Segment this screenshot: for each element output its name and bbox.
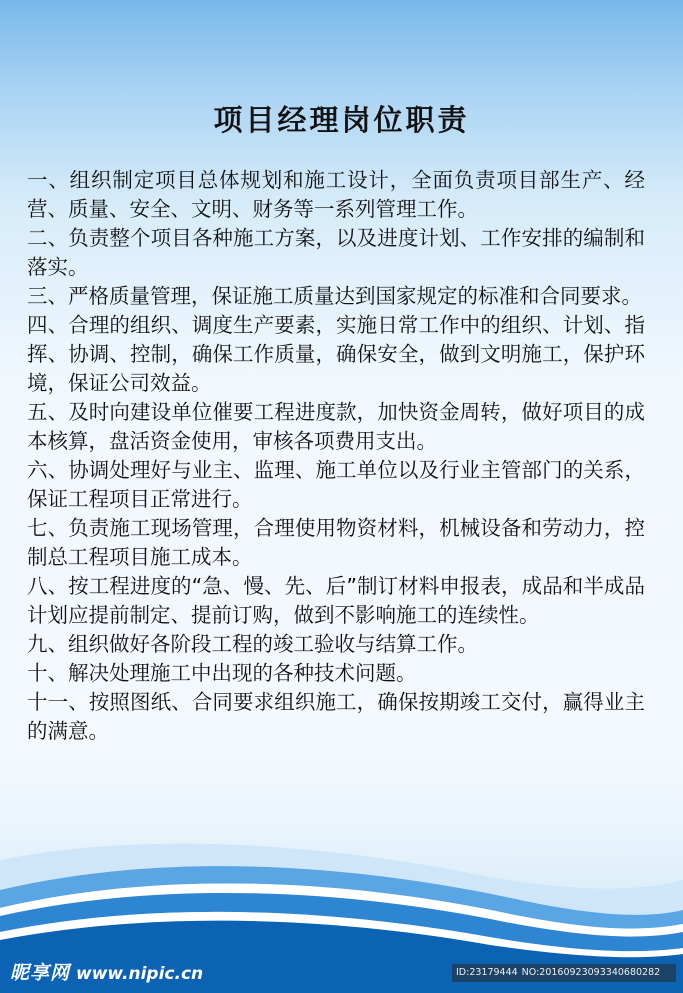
site-watermark: [10, 958, 203, 985]
image-id-tag: [452, 964, 676, 982]
watermark-site: www.nipic.cn: [76, 964, 204, 984]
duty-item: 八、按工程进度的“急、慢、先、后”制订材料申报表，成品和半成品计划应提前制定、提前订购，做到不影响施工的连续性。: [27, 574, 645, 627]
duty-item: 三、严格质量管理，保证施工质量达到国家规定的标准和合同要求。: [27, 284, 642, 308]
duty-item: 四、合理的组织、调度生产要素，实施日常工作中的组织、计划、指挥、协调、控制，确保工作质量，确保安全，做到文明施工，保护环境，保证公司效益。: [27, 313, 645, 395]
image-no: NO:20160923093340680282: [521, 967, 661, 978]
duty-item: 六、协调处理好与业主、监理、施工单位以及行业主管部门的关系，保证工程项目正常进行。: [27, 458, 645, 511]
duty-item: 十、解决处理施工中出现的各种技术问题。: [27, 661, 417, 685]
watermark-brand: 昵享网: [10, 962, 71, 984]
poster-title: 项目经理岗位职责: [213, 103, 470, 137]
duty-item: 一、组织制定项目总体规划和施工设计，全面负责项目部生产、经营、质量、安全、文明、财务等一系列管理工作。: [27, 168, 645, 221]
image-id: ID:23179444: [456, 967, 518, 978]
duties-list: [27, 166, 645, 746]
duty-item: 七、负责施工现场管理，合理使用物资材料，机械设备和劳动力，控制总工程项目施工成本。: [27, 516, 645, 569]
duty-item: 九、组织做好各阶段工程的竣工验收与结算工作。: [27, 632, 478, 656]
duty-item: 五、及时向建设单位催要工程进度款，加快资金周转，做好项目的成本核算，盘活资金使用，审核各项费用支出。: [27, 400, 645, 453]
duty-item: 二、负责整个项目各种施工方案，以及进度计划、工作安排的编制和落实。: [27, 226, 645, 279]
duty-item: 十一、按照图纸、合同要求组织施工，确保按期竣工交付，赢得业主的满意。: [27, 690, 645, 743]
